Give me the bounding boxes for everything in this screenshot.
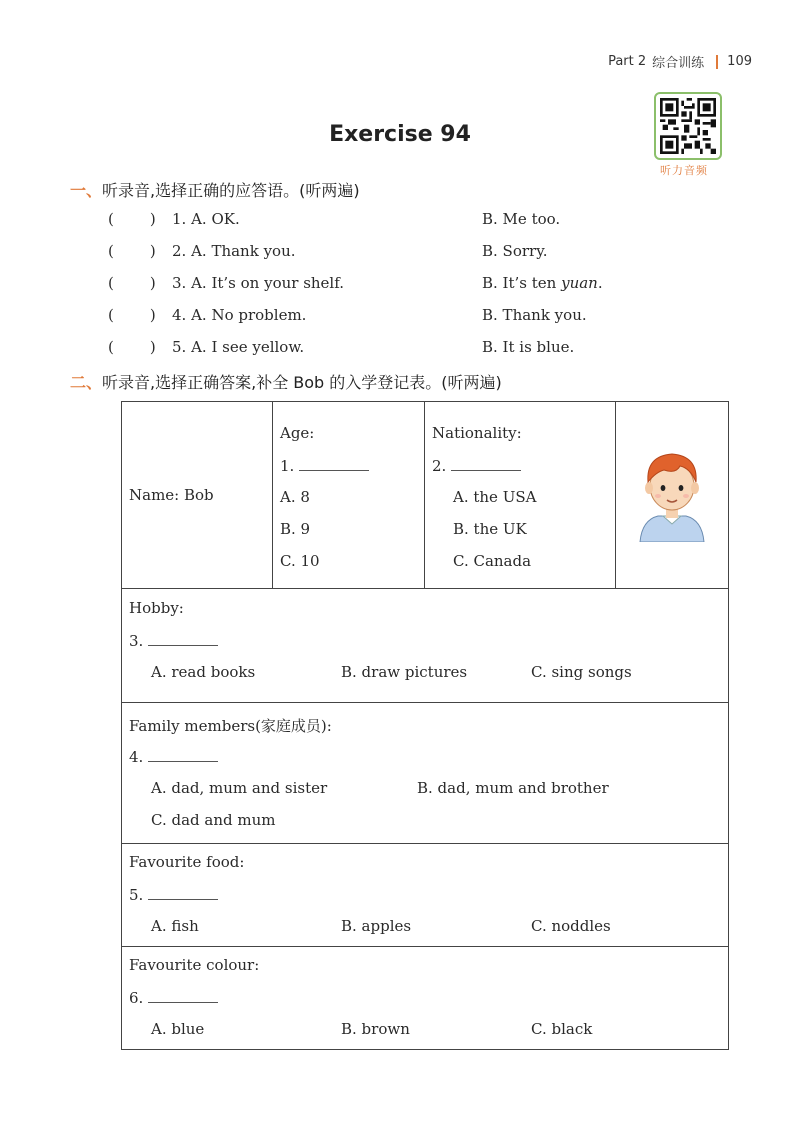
colour-label: Favourite colour: [129,956,260,974]
food-option-a: A. fish [151,917,199,935]
colour-row [122,947,729,1050]
section2-instruction: 听录音,选择正确答案,补全 Bob 的入学登记表。(听两遍) [102,373,502,392]
colour-question: 6. [129,988,218,1007]
colour-answer-blank[interactable] [148,988,218,1003]
hobby-label: Hobby: [129,599,184,617]
option-b: B. Sorry. [482,242,548,260]
family-row [122,703,729,844]
age-question: 1. [280,456,369,475]
option-a: 2. A. Thank you. [172,242,296,260]
answer-bracket[interactable]: ( ) [108,210,156,228]
name-field: Name: Bob [129,486,214,504]
age-option-c: C. 10 [280,552,320,570]
registration-form [121,401,729,1050]
family-answer-blank[interactable] [148,747,218,762]
age-option-b: B. 9 [280,520,311,538]
photo-cell [616,402,729,589]
boy-avatar [636,448,708,542]
answer-bracket[interactable]: ( ) [108,306,156,324]
page-number: 109 [727,54,752,69]
nationality-option-b: B. the UK [453,520,527,538]
family-question: 4. [129,747,218,766]
section1-number: 一、 [70,181,103,200]
nationality-question: 2. [432,456,521,475]
colour-option-a: A. blue [151,1020,205,1038]
food-option-c: C. noddles [531,917,611,935]
family-label: Family members(家庭成员): [129,717,332,735]
option-a: 5. A. I see yellow. [172,338,305,356]
name-cell [122,402,273,589]
food-label: Favourite food: [129,853,245,871]
page-header [608,52,752,71]
nationality-label: Nationality: [432,424,522,442]
family-option-a: A. dad, mum and sister [151,779,328,797]
header-part: Part 2 [608,54,647,69]
option-a: 1. A. OK. [172,210,240,228]
section2-heading [70,370,502,393]
food-question: 5. [129,885,218,904]
hobby-question: 3. [129,631,218,650]
section2-number: 二、 [70,373,103,392]
header-section: 综合训练 [652,56,705,71]
answer-bracket[interactable]: ( ) [108,338,156,356]
colour-option-b: B. brown [341,1020,410,1038]
option-b: B. Thank you. [482,306,587,324]
option-b: B. Me too. [482,210,561,228]
age-label: Age: [280,424,315,442]
option-a: 3. A. It’s on your shelf. [172,274,345,292]
age-answer-blank[interactable] [299,456,369,471]
hobby-option-b: B. draw pictures [341,663,468,681]
age-cell [273,402,425,589]
food-option-b: B. apples [341,917,412,935]
hobby-answer-blank[interactable] [148,631,218,646]
hobby-option-c: C. sing songs [531,663,632,681]
header-divider [716,55,718,69]
option-b: B. It’s ten yuan. [482,274,603,292]
option-b: B. It is blue. [482,338,575,356]
family-option-b: B. dad, mum and brother [417,779,609,797]
answer-bracket[interactable]: ( ) [108,274,156,292]
answer-bracket[interactable]: ( ) [108,242,156,260]
nationality-cell [425,402,616,589]
age-option-a: A. 8 [280,488,310,506]
food-row [122,844,729,947]
hobby-row [122,589,729,703]
food-answer-blank[interactable] [148,885,218,900]
colour-option-c: C. black [531,1020,593,1038]
hobby-option-a: A. read books [151,663,256,681]
section1-instruction: 听录音,选择正确的应答语。(听两遍) [102,181,360,200]
qr-label: 听力音频 [660,164,708,177]
nationality-option-c: C. Canada [453,552,532,570]
family-option-c: C. dad and mum [151,811,276,829]
option-a: 4. A. No problem. [172,306,307,324]
nationality-option-a: A. the USA [453,488,537,506]
nationality-answer-blank[interactable] [451,456,521,471]
page-title: Exercise 94 [329,122,471,147]
section1-heading [70,178,360,201]
